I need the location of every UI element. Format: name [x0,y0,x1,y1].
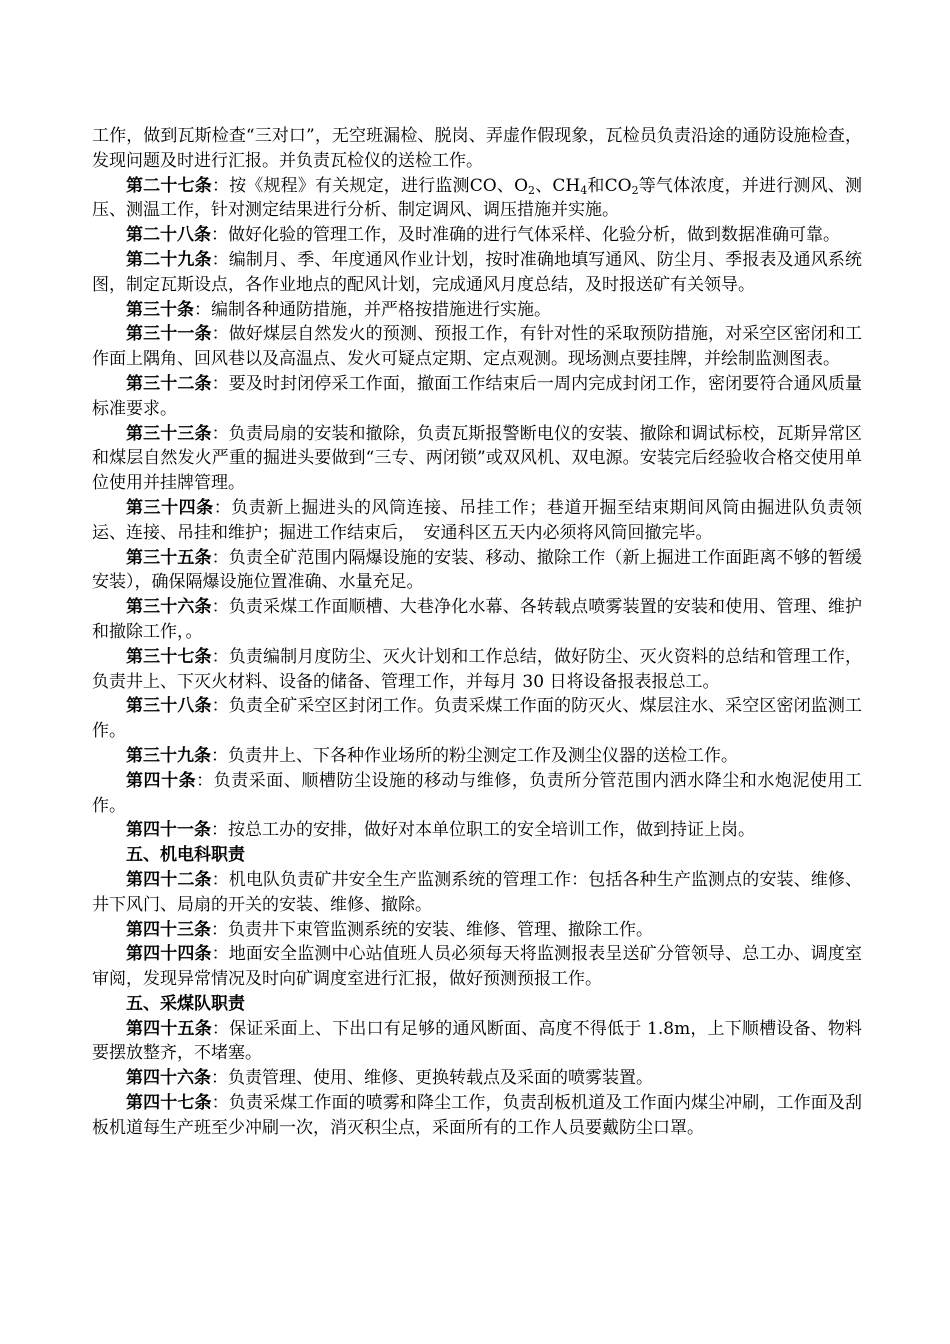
article-text: ：编制月、季、年度通风作业计划，按时准确地填写通风、防尘月、季报表及通风系统图，制定瓦斯设点，各作业地点的配风计划，完成通风月度总结，及时报送矿有关领导。 [92,249,863,295]
article-label: 第三十条 [126,299,194,320]
article-41 [92,818,862,843]
article-label: 第四十一条 [126,820,211,841]
article-36 [92,595,862,645]
document-page [92,124,862,1141]
article-28 [92,223,862,248]
section-heading: 五、机电科职责 [126,845,245,866]
subscript: 4 [580,183,588,197]
article-44 [92,942,862,992]
paragraph-continuation: 工作，做到瓦斯检查“三对口”，无空班漏检、脱岗、弄虚作假现象，瓦检员负责沿途的通防设施检查，发现问题及时进行汇报。并负责瓦检仪的送检工作。 [92,126,862,171]
article-43 [92,918,862,943]
article-46 [92,1066,862,1091]
article-text: 和CO [587,175,632,196]
article-label: 第三十五条 [126,547,212,568]
article-text: ：编制各种通防措施，并严格按措施进行实施。 [194,299,551,320]
article-text: ：地面安全监测中心站值班人员必须每天将监测报表呈送矿分管领导、总工办、调度室审阅，发现异常情况及时向矿调度室进行汇报，做好预测预报工作。 [92,944,863,990]
article-label: 第三十三条 [126,423,212,444]
article-text: ：负责全矿采空区封闭工作。负责采煤工作面的防灭火、煤层注水、采空区密闭监测工作。 [92,696,863,742]
article-text: ：做好煤层自然发火的预测、预报工作，有针对性的采取预防措施，对采空区密闭和工作面上隅角、回风巷以及高温点、发火可疑点定期、定点观测。现场测点要挂牌，并绘制监测图表。 [92,324,863,370]
article-label: 第四十五条 [126,1018,212,1039]
article-text: ：机电队负责矿井安全生产监测系统的管理工作：包括各种生产监测点的安装、维修、井下风门、局扇的开关的安装、维修、撤除。 [92,869,863,915]
article-text: ：做好化验的管理工作，及时准确的进行气体采样、化验分析，做到数据准确可靠。 [211,225,840,246]
article-label: 第三十四条 [126,497,214,518]
subscript: 2 [631,183,639,197]
article-text: 、CH [535,175,581,196]
section-heading: 五、采煤队职责 [126,993,245,1014]
article-label: 第三十七条 [126,646,212,667]
article-label: 第四十二条 [126,869,212,890]
article-label: 第四十四条 [126,944,212,965]
article-label: 第四十七条 [126,1093,212,1114]
article-text: ：负责井下束管监测系统的安装、维修、管理、撤除工作。 [211,919,653,940]
article-text: 等气体浓度，并进行测风、测压、测温工作，针对测定结果进行分析、制定调风、调压措施并实施。 [92,175,862,221]
article-label: 第二十九条 [126,249,212,270]
article-label: 第三十一条 [126,324,212,345]
article-text: ：负责局扇的安装和撤除，负责瓦斯报警断电仪的安装、撤除和调试标校，瓦斯异常区和煤层自然发火严重的掘进头要做到“三专、两闭锁”或双风机、双电源。安装完后经验收合格交使用单位使用并挂牌管理。 [92,423,863,494]
article-text: ：负责采煤工作面的喷雾和降尘工作，负责刮板机道及工作面内煤尘冲刷，工作面及刮板机道每生产班至少冲刷一次，消灭积尘点，采面所有的工作人员要戴防尘口罩。 [92,1093,863,1138]
article-29 [92,248,862,298]
article-40 [92,769,862,819]
article-label: 第四十六条 [126,1068,211,1089]
article-text: ：负责管理、使用、维修、更换转载点及采面的喷雾装置。 [211,1068,653,1089]
article-label: 第四十三条 [126,919,211,940]
article-text: ：负责编制月度防尘、灭火计划和工作总结，做好防尘、灭火资料的总结和管理工作，负责井上、下灭火材料、设备的储备、管理工作，并每月 30 日将设备报表报总工。 [92,646,863,692]
article-text: ：按《规程》有关规定，进行监测CO、O [211,175,529,196]
article-text: ：负责新上掘进头的风筒连接、吊挂工作；巷道开掘至结束期间风筒由掘进队负责领运、连接、吊挂和维护；掘进工作结束后， 安通科区五天内必须将风筒回撤完毕。 [92,497,863,543]
article-42 [92,868,862,918]
article-text: ：要及时封闭停采工作面，撤面工作结束后一周内完成封闭工作，密闭要符合通风质量标准要求。 [92,373,863,419]
article-31 [92,322,862,372]
article-45 [92,1017,862,1067]
article-32 [92,372,862,422]
article-33 [92,422,862,496]
article-label: 第二十七条 [126,175,212,196]
article-38 [92,694,862,744]
article-label: 第三十九条 [126,745,211,766]
article-label: 第二十八条 [126,225,211,246]
article-label: 第四十条 [126,770,197,791]
article-text: ：负责采面、顺槽防尘设施的移动与维修，负责所分管范围内洒水降尘和水炮泥使用工作。 [92,770,863,816]
article-label: 第三十六条 [126,597,212,618]
article-47 [92,1091,862,1141]
article-label: 第三十二条 [126,373,212,394]
article-text: ：负责井上、下各种作业场所的粉尘测定工作及测尘仪器的送检工作。 [211,745,738,766]
article-30 [92,298,862,323]
subscript: 2 [528,183,536,197]
article-27 [92,174,862,224]
article-text: ：负责采煤工作面顺槽、大巷净化水幕、各转载点喷雾装置的安装和使用、管理、维护和撤除工作，。 [92,597,863,642]
article-text: ：按总工办的安排，做好对本单位职工的安全培训工作，做到持证上岗。 [211,820,755,841]
article-text: ：保证采面上、下出口有足够的通风断面、高度不得低于 1.8m，上下顺槽设备、物料要摆放整齐，不堵塞。 [92,1018,863,1064]
article-35 [92,546,862,596]
article-37 [92,645,862,695]
article-39 [92,744,862,769]
article-text: ：负责全矿范围内隔爆设施的安装、移动、撤除工作（新上掘进工作面距离不够的暂缓安装），确保隔爆设施位置准确、水量充足。 [92,547,863,593]
article-label: 第三十八条 [126,696,212,717]
article-34 [92,496,862,546]
